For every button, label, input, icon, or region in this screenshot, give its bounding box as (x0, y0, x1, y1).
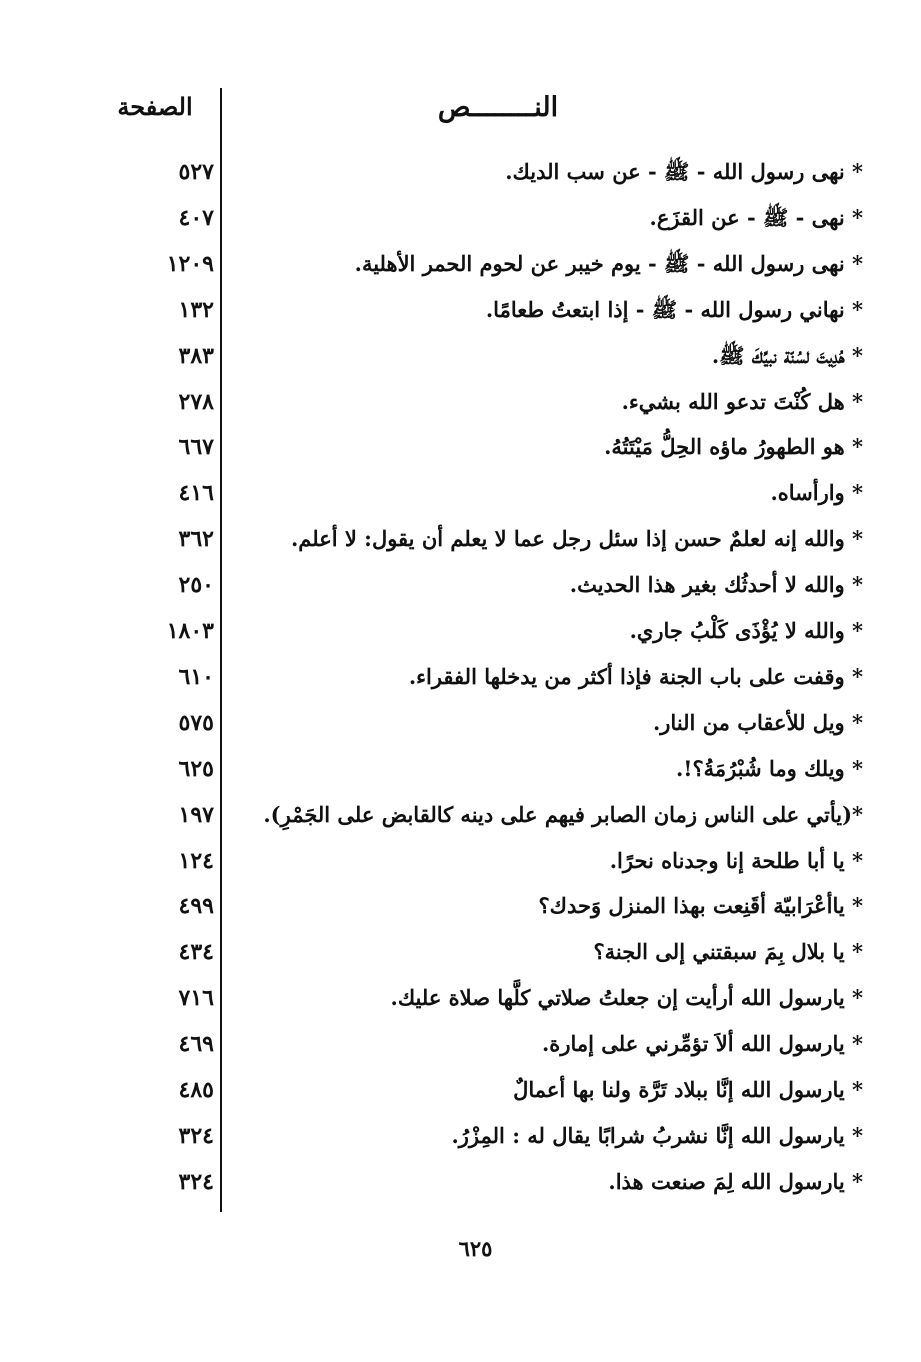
hadith-text: * وارأساه. (770, 480, 863, 506)
hadith-text: * نهى رسول الله - ﷺ - عن سب الديك. (505, 159, 863, 184)
hadith-text: * نهى - ﷺ - عن القزَع. (649, 204, 863, 230)
page-reference: ١٢٤ (178, 847, 214, 874)
hadith-text: * نهى رسول الله - ﷺ - يوم خيبر عن لحوم الحمر الأهلية. (354, 250, 863, 276)
page-reference: ٤٣٤ (178, 939, 214, 966)
index-row (0, 242, 921, 286)
index-row (0, 334, 921, 378)
index-row (0, 976, 921, 1020)
page-reference: ٥٢٧ (178, 159, 214, 185)
page-reference: ٣٦٢ (178, 526, 214, 553)
index-row (0, 196, 921, 240)
page-reference: ٣٢٤ (178, 1168, 214, 1195)
hadith-text: * والله إنه لعلمٌ حسن إذا سئل رجل عما لا يعلم أن يقول: لا أعلم. (290, 526, 863, 552)
page-reference: ٦٦٧ (178, 434, 214, 461)
page-reference: ٢٥٠ (178, 572, 214, 599)
index-row (0, 930, 921, 974)
index-row (0, 747, 921, 791)
hadith-text: * يا أبا طلحة إنا وجدناه نحرًا. (609, 847, 863, 873)
page-reference: ٤١٦ (178, 480, 214, 507)
page-reference: ٤٩٩ (178, 893, 214, 920)
index-row (0, 701, 921, 745)
page-reference: ٧١٦ (178, 985, 214, 1012)
page-reference: ١٩٧ (178, 801, 214, 828)
index-row (0, 1160, 921, 1204)
page-reference: ١٢٠٩ (166, 250, 214, 277)
index-row (0, 793, 921, 837)
hadith-text: * ويلك وما شُبْرُمَةُ؟!. (675, 755, 863, 781)
hadith-text: * يا بلال بِمَ سبقتني إلى الجنة؟ (593, 939, 863, 965)
hadith-text: *(يأتي على الناس زمان الصابر فيهم على دينه كالقابض على الجَمْرِ). (263, 801, 863, 827)
hadith-text: * يارسول الله لِمَ صنعت هذا. (608, 1168, 863, 1194)
page-reference: ٣٢٤ (178, 1122, 214, 1149)
hadith-text: * يارسول الله إنَّا ببلاد تَرَّة ولنا بها أعمالٌ (513, 1077, 863, 1102)
page-reference: ٥٧٥ (178, 709, 214, 736)
index-row (0, 609, 921, 653)
hadith-text: * نهاني رسول الله - ﷺ - إذا ابتعتُ طعامًا. (485, 296, 863, 322)
hadith-text: * وقفت على باب الجنة فإذا أكثر من يدخلها الفقراء. (408, 663, 863, 689)
page-reference: ٢٧٨ (178, 388, 214, 415)
index-row (0, 1068, 921, 1112)
hadith-text: * ياأعْرَابيّة أقَنِعت بهذا المنزل وَحدك؟ (538, 893, 863, 919)
index-row (0, 380, 921, 424)
index-row (0, 517, 921, 561)
hadith-text: * والله لا يُؤْذَى كَلْبُ جاري. (629, 618, 863, 643)
index-row (0, 884, 921, 928)
page-number: ٦٢٥ (458, 1236, 493, 1261)
index-row (0, 1022, 921, 1066)
index-row (0, 1114, 921, 1158)
index-row (0, 425, 921, 469)
hadith-text: * هل كُنْتَ تدعو الله بشيء. (621, 388, 863, 414)
hadith-text: * هو الطهورُ ماؤه الحِلُّ مَيْتَتُهُ. (604, 434, 863, 460)
page-reference: ٦١٠ (178, 663, 214, 690)
index-row (0, 839, 921, 883)
index-row (0, 150, 921, 194)
hadith-text: * يارسول الله أرأيت إن جعلتُ صلاتي كلَّها صلاة عليك. (390, 985, 863, 1011)
page-reference: ٤٨٥ (178, 1077, 214, 1103)
hadith-text: * يارسول الله إنَّا نشربُ شرابًا يقال له : المِزْرُ. (451, 1122, 863, 1148)
index-row (0, 563, 921, 607)
page-reference: ٤٠٧ (178, 204, 214, 231)
page-reference: ٣٨٣ (178, 342, 214, 369)
column-header-text: النــــــــص (437, 92, 559, 123)
index-row (0, 288, 921, 332)
page-reference: ٦٢٥ (178, 755, 214, 782)
page-reference: ١٨٠٣ (166, 618, 214, 644)
index-row (0, 471, 921, 515)
hadith-text: * ويل للأعقاب من النار. (652, 709, 863, 735)
page-reference: ٤٦٩ (178, 1031, 214, 1058)
hadith-text: * والله لا أحدثُك بغير هذا الحديث. (569, 572, 863, 598)
column-header-page: الصفحة (117, 92, 193, 121)
page-reference: ١٣٢ (178, 296, 214, 323)
index-row (0, 655, 921, 699)
hadith-text: * يارسول الله ألاَ تؤمِّرني على إمارة. (542, 1031, 863, 1057)
hadith-text: * هُدِيتَ لسُنّة نبيِّكَ ﷺ. (711, 342, 863, 368)
